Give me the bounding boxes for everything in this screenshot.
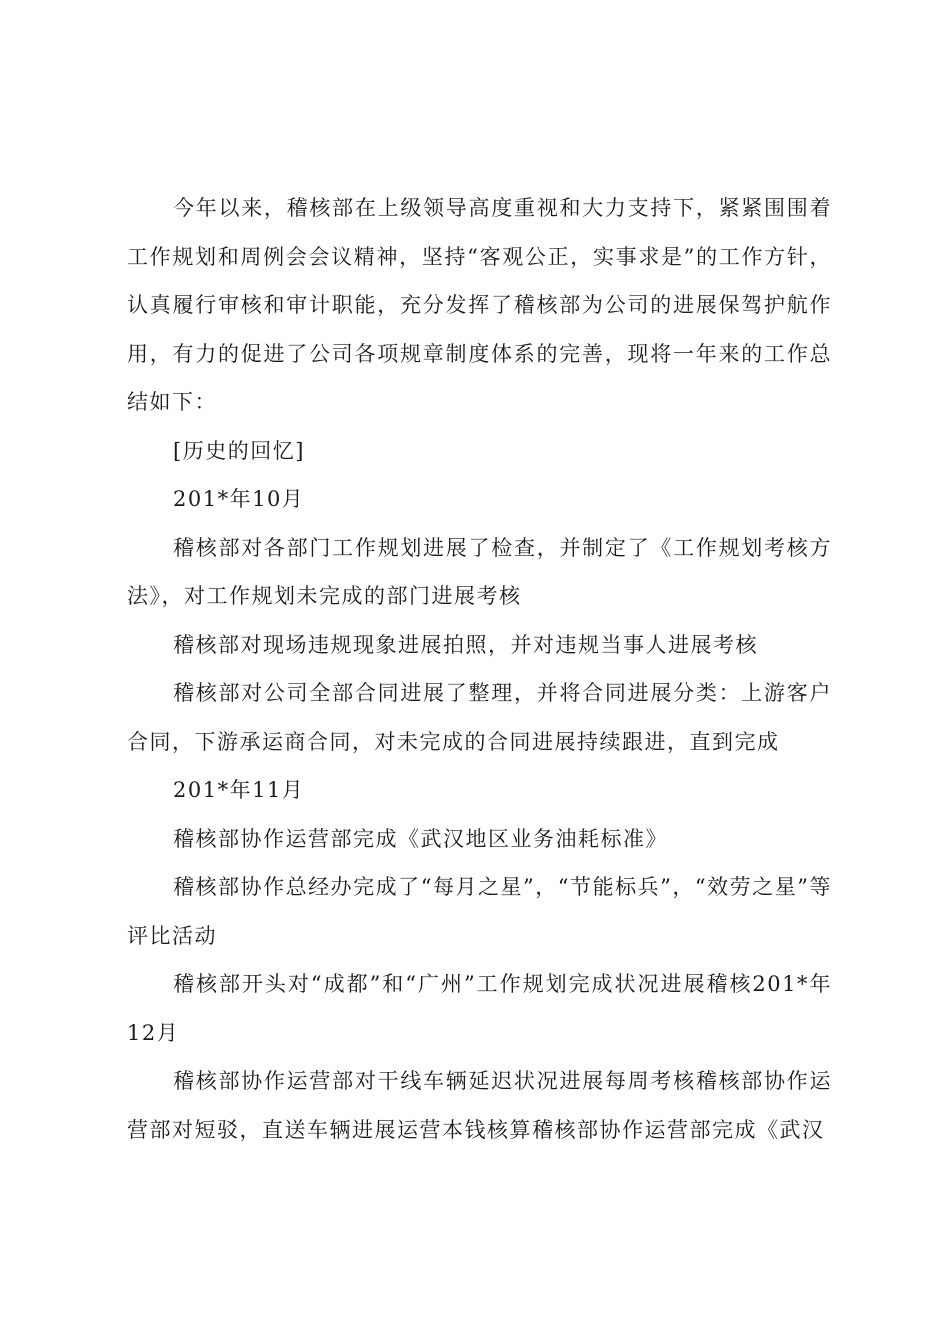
month-heading-october: 201*年10月 (173, 487, 305, 511)
december-items: 稽核部协作运营部对干线车辆延迟状况进展每周考核稽核部协作运营部对短驳，直送车辆进展运营本钱核算稽核部协作运营部完成《武汉 (127, 1069, 832, 1142)
october-item-3: 稽核部对公司全部合同进展了整理，并将合同进展分类：上游客户合同，下游承运商合同，对未完成的合同进展持续跟进，直到完成 (127, 681, 832, 754)
november-item-1: 稽核部协作运营部完成《武汉地区业务油耗标准》 (173, 826, 668, 851)
november-item-2: 稽核部协作总经办完成了“每月之星”，“节能标兵”，“效劳之星”等评比活动 (127, 875, 832, 948)
october-item-2: 稽核部对现场违规现象进展拍照，并对违规当事人进展考核 (173, 632, 758, 657)
november-item-3: 稽核部开头对“成都”和“广州”工作规划完成状况进展稽核201*年12月 (127, 972, 832, 1045)
section-heading-history: [历史的回忆] (173, 438, 305, 463)
october-item-1: 稽核部对各部门工作规划进展了检查，并制定了《工作规划考核方法》，对工作规划未完成的部门进展考核 (127, 535, 832, 608)
intro-paragraph: 今年以来，稽核部在上级领导高度重视和大力支持下，紧紧围围着工作规划和周例会会议精神，坚持“客观公正，实事求是”的工作方针，认真履行审核和审计职能，充分发挥了稽核部为公司的进展保驾护航作用，有力的促进了公司各项规章制度体系的完善，现将一年来的工作总结如下： (127, 196, 832, 414)
month-heading-november: 201*年11月 (173, 778, 305, 802)
document-body (127, 184, 832, 1154)
